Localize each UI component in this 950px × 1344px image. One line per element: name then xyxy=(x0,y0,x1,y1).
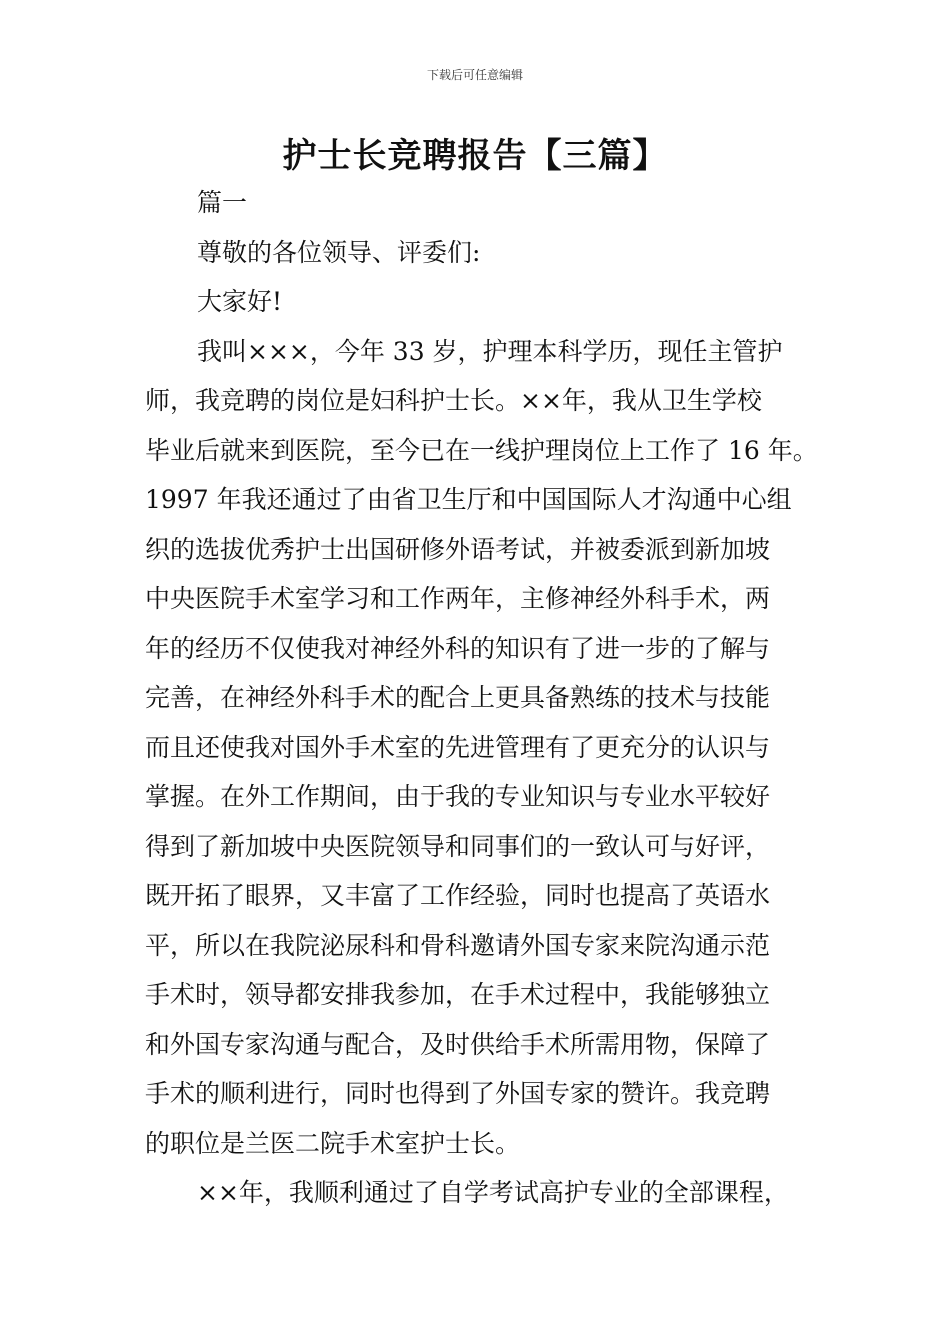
text-line: 织的选拔优秀护士出国研修外语考试，并被委派到新加坡 xyxy=(145,534,771,564)
text-line: 平，所以在我院泌尿科和骨科邀请外国专家来院沟通示范 xyxy=(145,930,771,960)
text-line: 手术的顺利进行，同时也得到了外国专家的赞许。我竞聘 xyxy=(145,1079,771,1108)
text-line: 大家好! xyxy=(197,287,283,316)
document-body xyxy=(145,178,825,1218)
text-line: 而且还使我对国外手术室的先进管理有了更充分的认识与 xyxy=(145,732,771,762)
text-line: 中央医院手术室学习和工作两年，主修神经外科手术，两 xyxy=(145,584,771,613)
text-line: 我叫×××，今年 33 岁，护理本科学历，现任主管护 xyxy=(197,336,783,366)
text-line: 和外国专家沟通与配合，及时供给手术所需用物，保障了 xyxy=(145,1029,771,1059)
text-line: 完善，在神经外科手术的配合上更具备熟练的技术与技能 xyxy=(145,683,771,712)
text-line: 师，我竞聘的岗位是妇科护士长。××年，我从卫生学校 xyxy=(145,386,762,415)
text-line: ××年，我顺利通过了自学考试高护专业的全部课程， xyxy=(197,1178,789,1207)
text-line: 1997 年我还通过了由省卫生厅和中国国际人才沟通中心组 xyxy=(145,485,792,514)
text-line: 的职位是兰医二院手术室护士长。 xyxy=(145,1128,521,1158)
text-line: 手术时，领导都安排我参加，在手术过程中，我能够独立 xyxy=(145,980,771,1009)
text-line: 毕业后就来到医院，至今已在一线护理岗位上工作了 16 年。 xyxy=(145,435,818,465)
header-note: 下载后可任意编辑 xyxy=(426,68,523,82)
text-line: 尊敬的各位领导、评委们: xyxy=(197,237,481,267)
document-title: 护士长竞聘报告【三篇】 xyxy=(282,136,668,176)
text-line: 既开拓了眼界，又丰富了工作经验，同时也提高了英语水 xyxy=(145,881,771,910)
text-line: 年的经历不仅使我对神经外科的知识有了进一步的了解与 xyxy=(145,633,771,663)
text-line: 掌握。在外工作期间，由于我的专业知识与专业水平较好 xyxy=(145,782,771,811)
text-line: 篇一 xyxy=(197,188,248,217)
text-line: 得到了新加坡中央医院领导和同事们的一致认可与好评， xyxy=(145,831,771,861)
